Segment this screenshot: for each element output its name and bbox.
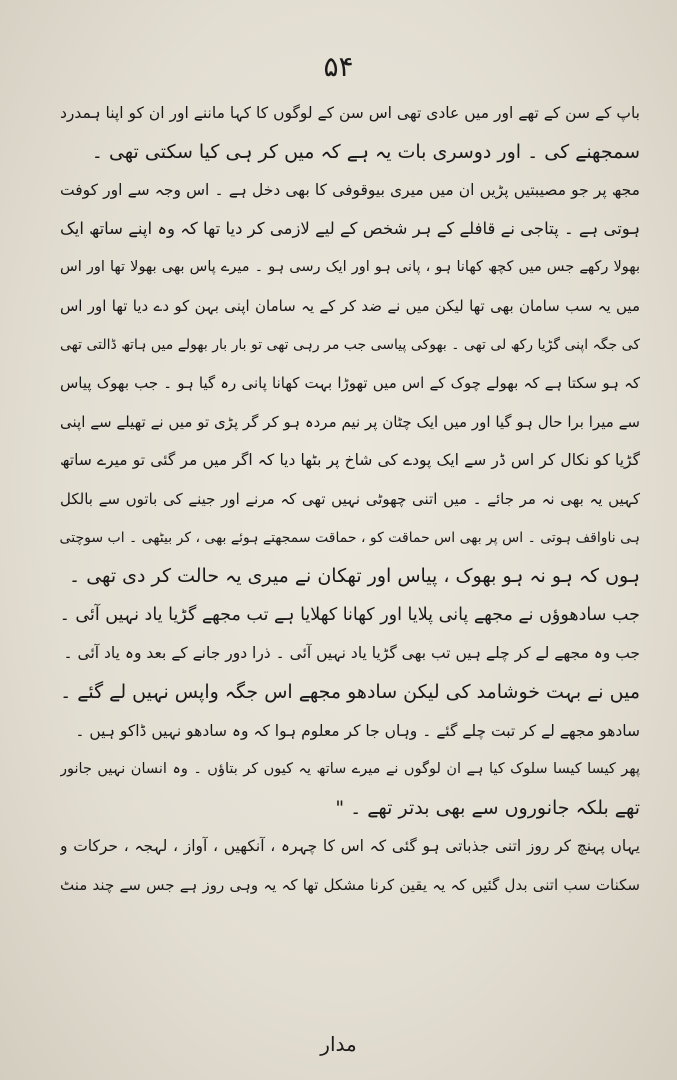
text-line: ہوں کہ ہو نہ ہو بھوک ، پیاس اور تھکان نے میری یہ حالت کر دی تھی ۔ bbox=[69, 565, 640, 588]
text-line: گڑیا کو نکال کر اس ڈر سے ایک پودے کی شاخ پر بٹھا دیا کہ اگر میں مر گئی تو میرے ساتھ bbox=[60, 451, 640, 470]
text-line: مجھ پر جو مصیبتیں پڑیں ان میں میری بیوقوفی کا بھی دخل ہے ۔ اس وجہ سے اور کوفت bbox=[60, 181, 640, 200]
text-line: جب وہ مجھے لے کر چلے ہیں تب بھی گڑیا یاد نہیں آئی ۔ ذرا دور جانے کے بعد وہ یاد آئی ۔ bbox=[63, 644, 640, 663]
text-line: تھے بلکہ جانوروں سے بھی بدتر تھے ۔ " bbox=[335, 796, 640, 819]
text-line: بھولا رکھے جس میں کچھ کھانا ہو ، پانی ہو اور ایک رسی ہو ۔ میرے پاس بھی بھولا تھا اور اس bbox=[60, 259, 640, 276]
footer-catchword: مدار bbox=[320, 1032, 357, 1056]
text-line: میں یہ سب سامان بھی تھا لیکن میں نے ضد کر کے یہ سامان اپنی بہن کو دے دیا تھا اور اس bbox=[60, 296, 640, 315]
text-line: کی جگہ اپنی گڑیا رکھ لی تھی ۔ بھوکی پیاسی جب مر رہی تھی تو بار بار بھولے میں ہاتھ ڈالتی تھی bbox=[60, 336, 640, 353]
text-line: میں نے بہت خوشامد کی لیکن سادھو مجھے اس جگہ واپس نہیں لے گئے ۔ bbox=[60, 680, 640, 703]
body-text bbox=[60, 94, 640, 904]
text-line: سے میرا برا حال ہو گیا اور میں ایک چٹان پر نیم مردہ ہو کر گر پڑی تو میں نے تھیلے سے اپنی bbox=[60, 412, 640, 431]
text-line: سکنات سب اتنی بدل گئیں کہ یہ یقین کرنا مشکل تھا کہ یہ وہی روز ہے جس سے چند منٹ bbox=[60, 875, 640, 894]
text-line: سادھو مجھے لے کر تبت چلے گئے ۔ وہاں جا کر معلوم ہوا کہ وہ سادھو نہیں ڈاکو ہیں ۔ bbox=[75, 721, 640, 740]
text-line: باپ کے سن کے تھے اور میں عادی تھی اس سن کے لوگوں کا کہا ماننے اور ان کو اپنا ہمدرد bbox=[60, 104, 640, 122]
text-line: کہیں یہ بھی نہ مر جائے ۔ میں اتنی چھوٹی نہیں تھی کہ مرنے اور جینے کی باتوں سے بالکل bbox=[60, 489, 640, 508]
text-line: کہ ہو سکتا ہے کہ بھولے چوک کے اس میں تھوڑا بہت کھانا پانی رہ گیا ہو ۔ جب بھوک پیاس bbox=[60, 374, 640, 393]
page-number: ۵۴ bbox=[323, 50, 354, 83]
text-line: یہاں پہنچ کر روز اتنی جذباتی ہو گئی کہ اس کا چہرہ ، آنکھیں ، آواز ، لہجہ ، حرکات و bbox=[60, 837, 640, 856]
text-line: جب سادھوؤں نے مجھے پانی پلایا اور کھانا کھلایا ہے تب مجھے گڑیا یاد نہیں آئی ۔ bbox=[60, 604, 640, 625]
text-line: ہی ناواقف ہوتی ۔ اس پر بھی اس حماقت کو ، حماقت سمجھتے ہوئے بھی ، کر بیٹھی ۔ اب سوچتی bbox=[60, 529, 640, 546]
text-line: پھر کیسا کیسا سلوک کیا ہے ان لوگوں نے میرے ساتھ یہ کیوں کر بتاؤں ۔ وہ انسان نہیں جانور bbox=[60, 761, 640, 778]
text-line: ہوتی ہے ۔ پتاجی نے قافلے کے ہر شخص کے لیے لازمی کر دیا تھا کہ وہ اپنے ساتھ ایک bbox=[60, 218, 640, 238]
text-line: سمجھنے کی ۔ اور دوسری بات یہ ہے کہ میں کر ہی کیا سکتی تھی ۔ bbox=[91, 140, 640, 163]
